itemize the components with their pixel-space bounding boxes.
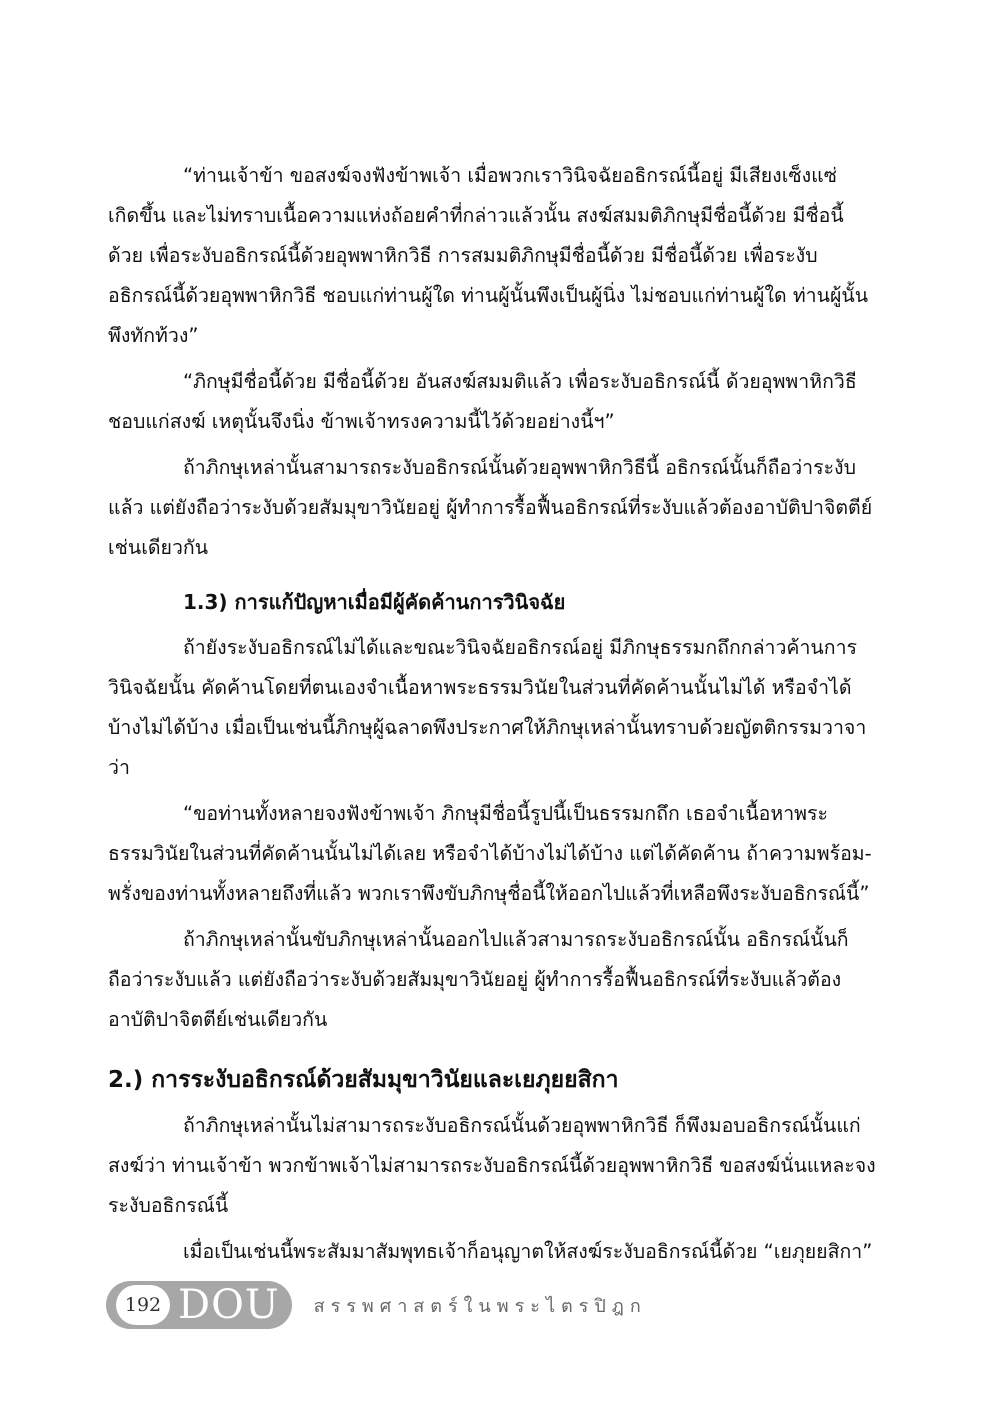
text-line: วินิจฉัยนั้น คัดค้านโดยที่ตนเองจำเนื้อหาพระธรรมวินัยในส่วนที่คัดค้านนั้นไม่ได้ หรือจำได้ bbox=[108, 676, 852, 699]
subsection-heading: 1.3) การแก้ปัญหาเมื่อมีผู้คัดค้านการวินิจฉัย bbox=[183, 590, 566, 614]
paragraph bbox=[108, 628, 884, 788]
text-line: เกิดขึ้น และไม่ทราบเนื้อความแห่งถ้อยคำที่กล่าวแล้วนั้น สงฆ์สมมติภิกษุมีชื่อนี้ด้วย มีชื่อนี้ bbox=[108, 204, 844, 227]
paragraph bbox=[108, 448, 884, 568]
text-line: ถ้าภิกษุเหล่านั้นไม่สามารถระงับอธิกรณ์นั้นด้วยอุพพาหิกวิธี ก็พึงมอบอธิกรณ์นั้นแก่ bbox=[183, 1114, 861, 1137]
paragraph bbox=[108, 156, 884, 356]
text-line: แล้ว แต่ยังถือว่าระงับด้วยสัมมุขาวินัยอยู่ ผู้ทำการรื้อฟื้นอธิกรณ์ที่ระงับแล้วต้องอาบัติปาจิตตีย์ bbox=[108, 496, 873, 519]
text-line: ธรรมวินัยในส่วนที่คัดค้านนั้นไม่ได้เลย หรือจำได้บ้างไม่ได้บ้าง แต่ได้คัดค้าน ถ้าความพร้อม- bbox=[108, 842, 872, 865]
page-number: 192 bbox=[116, 1285, 170, 1325]
text-line: ด้วย เพื่อระงับอธิกรณ์นี้ด้วยอุพพาหิกวิธี การสมมติภิกษุมีชื่อนี้ด้วย มีชื่อนี้ด้วย เพื่อระงับ bbox=[108, 244, 818, 267]
text-line: ชอบแก่สงฆ์ เหตุนั้นจึงนิ่ง ข้าพเจ้าทรงความนี้ไว้ด้วยอย่างนี้ฯ” bbox=[108, 410, 615, 433]
text-line: เช่นเดียวกัน bbox=[108, 536, 209, 559]
text-line: เมื่อเป็นเช่นนี้พระสัมมาสัมพุทธเจ้าก็อนุญาตให้สงฆ์ระงับอธิกรณ์นี้ด้วย “เยภุยยสิกา” bbox=[183, 1240, 873, 1263]
text-line: อาบัติปาจิตตีย์เช่นเดียวกัน bbox=[108, 1008, 328, 1031]
text-line: ถือว่าระงับแล้ว แต่ยังถือว่าระงับด้วยสัมมุขาวินัยอยู่ ผู้ทำการรื้อฟื้นอธิกรณ์ที่ระงับแล้วต้อง bbox=[108, 968, 842, 991]
text-line: อธิกรณ์นี้ด้วยอุพพาหิกวิธี ชอบแก่ท่านผู้ใด ท่านผู้นั้นพึงเป็นผู้นิ่ง ไม่ชอบแก่ท่านผู้ใด ท่านผู้นั้น bbox=[108, 284, 869, 307]
text-line: สงฆ์ว่า ท่านเจ้าข้า พวกข้าพเจ้าไม่สามารถระงับอธิกรณ์นี้ด้วยอุพพาหิกวิธี ขอสงฆ์นั่นแหละจง bbox=[108, 1154, 876, 1177]
brand-logo: DOU bbox=[178, 1282, 280, 1328]
text-line: บ้างไม่ได้บ้าง เมื่อเป็นเช่นนี้ภิกษุผู้ฉลาดพึงประกาศให้ภิกษุเหล่านั้นทราบด้วยญัตติกรรมวาจา bbox=[108, 716, 867, 739]
section-heading: 2.) การระงับอธิกรณ์ด้วยสัมมุขาวินัยและเยภุยยสิกา bbox=[108, 1067, 619, 1093]
text-line: ว่า bbox=[108, 756, 130, 779]
text-line: ถ้าภิกษุเหล่านั้นขับภิกษุเหล่านั้นออกไปแล้วสามารถระงับอธิกรณ์นั้น อธิกรณ์นั้นก็ bbox=[183, 928, 849, 951]
text-line: ระงับอธิกรณ์นี้ bbox=[108, 1194, 229, 1217]
footer-badge bbox=[106, 1281, 292, 1329]
text-line: พึงทักท้วง” bbox=[108, 324, 199, 347]
text-line: พรั่งของท่านทั้งหลายถึงที่แล้ว พวกเราพึงขับภิกษุชื่อนี้ให้ออกไปแล้วที่เหลือพึงระงับอธิกรณ์นี้” bbox=[108, 882, 870, 905]
paragraph bbox=[108, 1106, 884, 1226]
text-line: ถ้าภิกษุเหล่านั้นสามารถระงับอธิกรณ์นั้นด้วยอุพพาหิกวิธีนี้ อธิกรณ์นั้นก็ถือว่าระงับ bbox=[183, 456, 856, 479]
page-footer bbox=[106, 1280, 647, 1330]
paragraph bbox=[108, 794, 884, 914]
paragraph bbox=[108, 920, 884, 1040]
book-title: สรรพศาสตร์ในพระไตรปิฎก bbox=[313, 1295, 647, 1317]
paragraph bbox=[108, 362, 884, 442]
text-line: “ท่านเจ้าข้า ขอสงฆ์จงฟังข้าพเจ้า เมื่อพวกเราวินิจฉัยอธิกรณ์นี้อยู่ มีเสียงเซ็งแซ่ bbox=[183, 164, 837, 187]
text-line: “ขอท่านทั้งหลายจงฟังข้าพเจ้า ภิกษุมีชื่อนี้รูปนี้เป็นธรรมกถึก เธอจำเนื้อหาพระ bbox=[183, 802, 828, 825]
paragraph bbox=[108, 1232, 884, 1272]
text-line: “ภิกษุมีชื่อนี้ด้วย มีชื่อนี้ด้วย อันสงฆ์สมมติแล้ว เพื่อระงับอธิกรณ์นี้ ด้วยอุพพาหิกวิธี bbox=[183, 370, 857, 393]
text-line: ถ้ายังระงับอธิกรณ์ไม่ได้และขณะวินิจฉัยอธิกรณ์อยู่ มีภิกษุธรรมกถึกกล่าวค้านการ bbox=[183, 636, 857, 659]
page-content bbox=[108, 156, 884, 1278]
